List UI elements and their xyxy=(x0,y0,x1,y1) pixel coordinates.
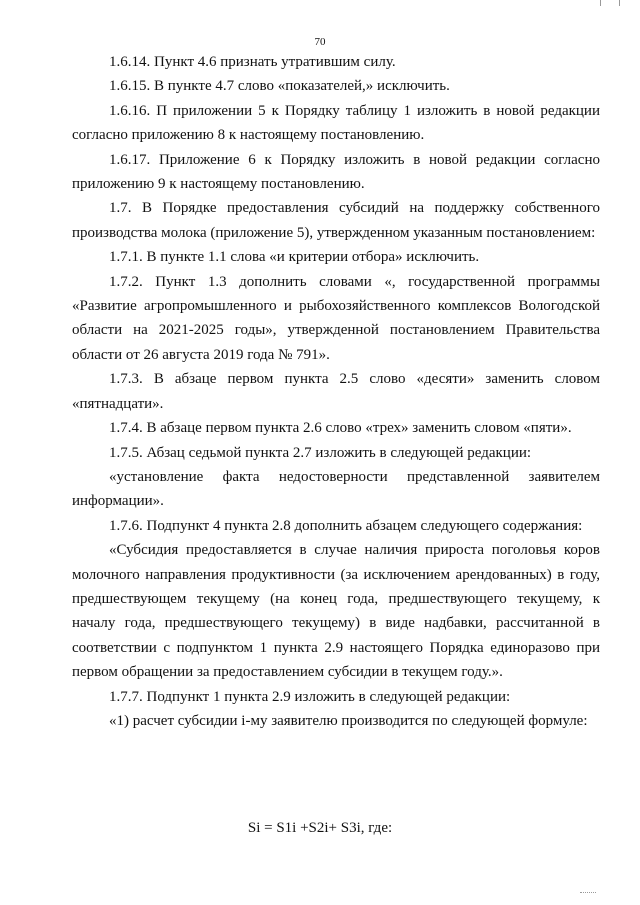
quoted-amendment-2: «Субсидия предоставляется в случае наличия прироста поголовья коров молочного направления продуктивности (за исключением арендованных) в году, предшествующем текущему (на конец года, предшествующего текущему, к началу года, предшествующего текущему) в виде надбавки, рассчитанной в соответствии с подпунктом 1 пункта 2.9 настоящего Порядка единоразово при первом обращении за предоставлением субсидии в текущем году.». xyxy=(72,542,600,681)
paragraph-1-7-7: 1.7.7. Подпункт 1 пункта 2.9 изложить в следующей редакции: xyxy=(109,688,511,705)
paragraph-1-6-17: 1.6.17. Приложение 6 к Порядку изложить в новой редакции согласно приложению 9 к настоящему постановлению. xyxy=(72,151,600,193)
scan-mark-top xyxy=(600,0,620,6)
scan-mark-bottom xyxy=(580,892,596,897)
document-body xyxy=(72,50,600,733)
paragraph-1-6-15: 1.6.15. В пункте 4.7 слово «показателей,» исключить. xyxy=(109,78,450,95)
paragraph-1-7-5: 1.7.5. Абзац седьмой пункта 2.7 изложить в следующей редакции: xyxy=(109,444,532,461)
paragraph-1-7-2: 1.7.2. Пункт 1.3 дополнить словами «, государственной программы «Развитие агропромышленного и рыбохозяйственного комплексов Вологодской области на 2021-2025 годы», утвержденной постановлением Правительства области от 26 августа 2019 года № 791». xyxy=(72,273,600,363)
paragraph-1-7-3: 1.7.3. В абзаце первом пункта 2.5 слово «десяти» заменить словом «пятнадцати». xyxy=(72,371,600,412)
paragraph-1-6-16: 1.6.16. П приложении 5 к Порядку таблицу 1 изложить в новой редакции согласно приложению 8 к настоящему постановлению. xyxy=(72,102,600,144)
quoted-amendment-1: «установление факта недостоверности представленной заявителем информации». xyxy=(72,468,600,510)
formula: Si = S1i +S2i+ S3i, где: xyxy=(247,820,393,836)
page-number: 70 xyxy=(314,36,326,48)
paragraph-1-7-4: 1.7.4. В абзаце первом пункта 2.6 слово «трех» заменить словом «пяти». xyxy=(109,420,572,437)
paragraph-1-7: 1.7. В Порядке предоставления субсидий на поддержку собственного производства молока (приложение 5), утвержденном указанным постановлением: xyxy=(72,200,600,241)
paragraph-1-6-14: 1.6.14. Пункт 4.6 признать утратившим силу. xyxy=(109,54,396,70)
quoted-amendment-3: «1) расчет субсидии i-му заявителю производится по следующей формуле: xyxy=(109,712,588,729)
paragraph-1-7-1: 1.7.1. В пункте 1.1 слова «и критерии отбора» исключить. xyxy=(109,249,480,266)
paragraph-1-7-6: 1.7.6. Подпункт 4 пункта 2.8 дополнить абзацем следующего содержания: xyxy=(109,517,583,534)
